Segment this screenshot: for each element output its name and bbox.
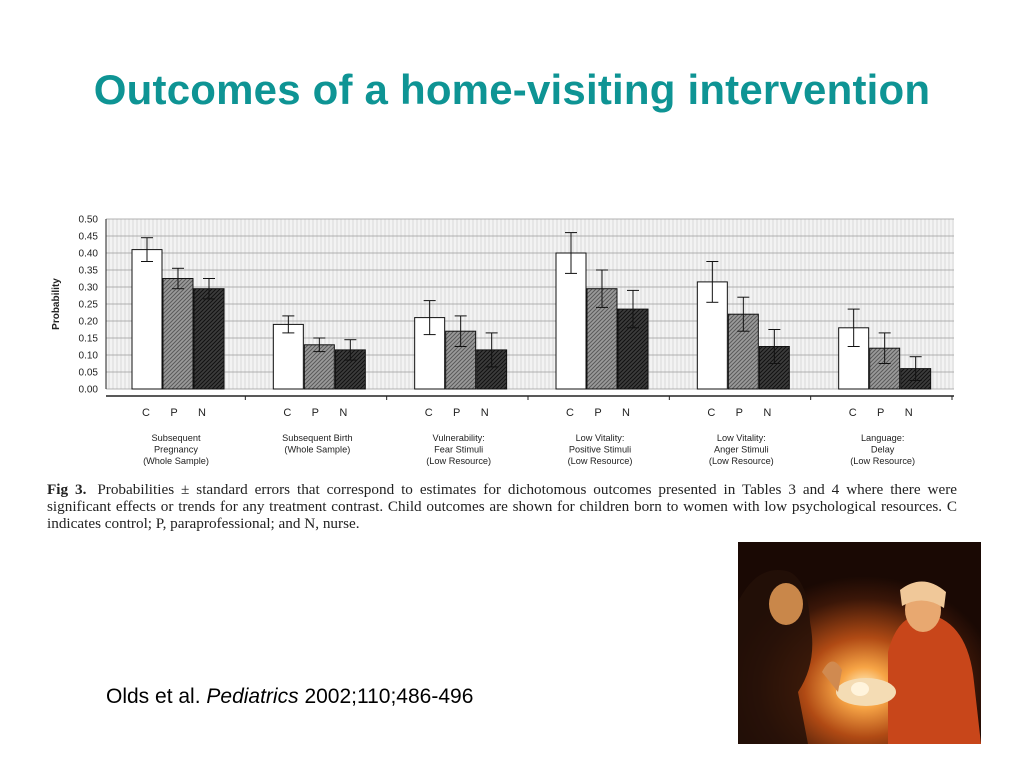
grid <box>106 219 954 389</box>
series-code-label: N <box>763 407 772 419</box>
series-code-label: P <box>735 407 744 419</box>
group-label: Low Vitality: <box>716 433 766 443</box>
y-tick-label: 0.15 <box>78 333 98 345</box>
series-code-label: P <box>452 407 461 419</box>
series-code-label: P <box>876 407 885 419</box>
series-code-label: P <box>170 407 178 419</box>
caption-text: Probabilities ± standard errors that correspond to estimates for dichotomous outcomes presented in Tables 3 and 4 where there were significant effects or trends for any treatment contrast. Child outcomes are shown for children born to women with low psychological resources. C indicates control; P, paraprofessional; and N, nurse. <box>47 481 957 532</box>
group-label: (Low Resource) <box>567 456 633 466</box>
series-code-label: N <box>904 407 913 419</box>
caption-label: Fig 3. <box>47 481 87 498</box>
y-tick-label: 0.20 <box>78 316 98 328</box>
citation-ref: 2002;110;486-496 <box>304 685 474 708</box>
group-label: (Whole Sample) <box>143 456 209 466</box>
group-label: Fear Stimuli <box>434 444 484 455</box>
series-code-label: P <box>311 407 320 419</box>
y-tick-label: 0.00 <box>78 384 98 396</box>
citation-author: Olds et al. <box>106 685 201 708</box>
group-label: Anger Stimuli <box>714 444 769 455</box>
group-label: (Low Resource) <box>850 456 916 466</box>
citation-journal: Pediatrics <box>206 685 299 708</box>
series-code-label: C <box>424 407 433 419</box>
y-tick-label: 0.10 <box>78 350 98 362</box>
group-label: (Whole Sample) <box>284 444 351 455</box>
group-label: Positive Stimuli <box>568 444 632 455</box>
group-label: (Low Resource) <box>708 456 774 466</box>
bar-control <box>132 250 162 389</box>
group-label: Pregnancy <box>154 444 198 455</box>
series-code-label: C <box>283 407 292 419</box>
y-tick-label: 0.40 <box>78 248 98 260</box>
series-code-label: C <box>566 407 574 419</box>
series-code-label: C <box>142 407 150 419</box>
y-tick-label: 0.05 <box>78 367 98 379</box>
group-label: Delay <box>870 444 895 455</box>
figure-caption <box>47 481 957 532</box>
series-code-label: N <box>339 407 348 419</box>
group-label: Low Vitality: <box>575 433 625 443</box>
series-code-label: N <box>622 407 630 419</box>
y-tick-label: 0.50 <box>78 214 98 226</box>
group-label: (Low Resource) <box>426 456 492 466</box>
bar-nurse <box>194 289 224 389</box>
y-tick-label: 0.45 <box>78 231 98 243</box>
y-tick-label: 0.25 <box>78 299 98 311</box>
bar-paraprofessional <box>163 279 193 390</box>
series-code-label: N <box>480 407 489 419</box>
group-label: Vulnerability: <box>432 433 485 443</box>
series-code-label: C <box>707 407 716 419</box>
series-code-label: N <box>198 407 206 419</box>
group-label: Language: <box>860 433 905 443</box>
group-label: Subsequent Birth <box>282 433 353 443</box>
series-code-label: C <box>848 407 857 419</box>
citation <box>106 685 473 709</box>
group-label: Subsequent <box>151 433 201 443</box>
bar-control <box>273 324 303 389</box>
y-tick-label: 0.30 <box>78 282 98 294</box>
series-code-label: P <box>594 407 602 419</box>
y-tick-label: 0.35 <box>78 265 98 277</box>
y-axis-title: Probability <box>51 278 62 330</box>
outcome-probability-bar-chart <box>40 205 970 475</box>
slide-title: Outcomes of a home-visiting intervention <box>93 66 931 113</box>
painting-image <box>738 542 981 744</box>
